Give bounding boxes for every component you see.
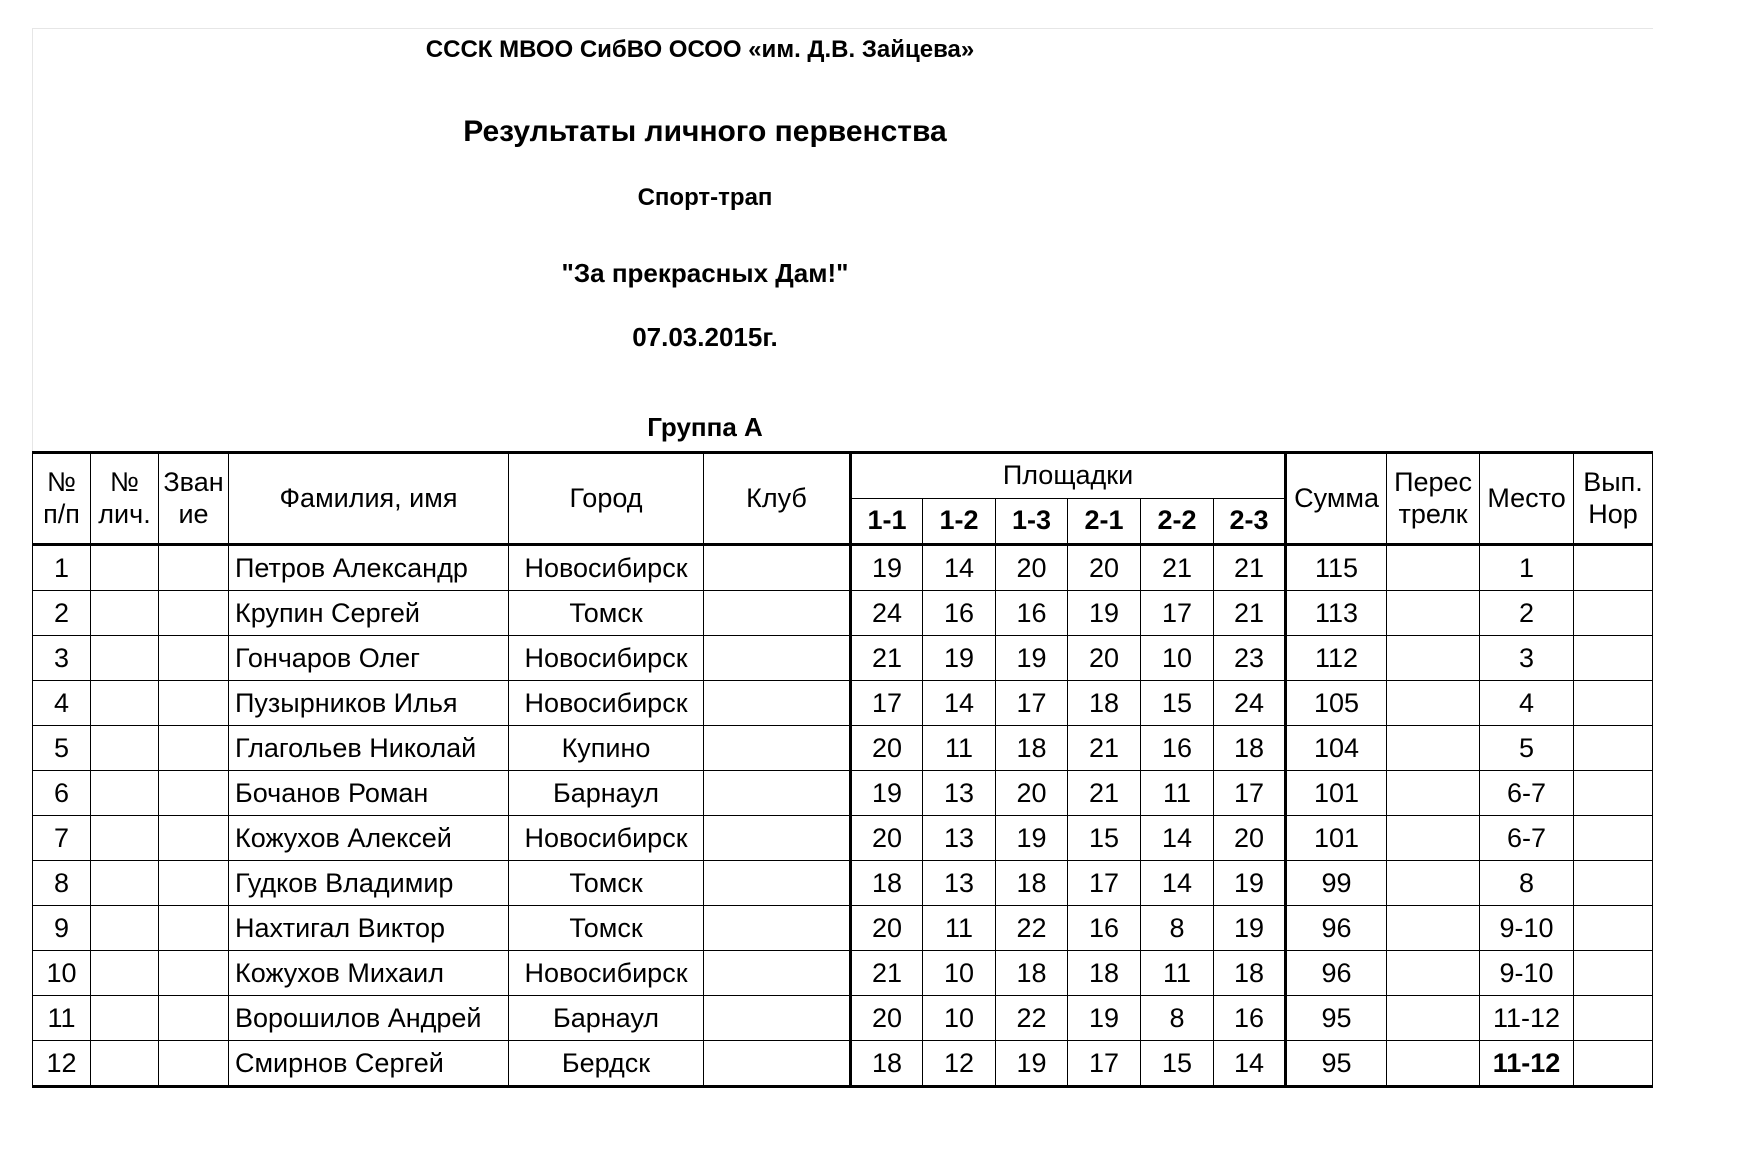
cell-range-score: 20 [996, 545, 1068, 591]
cell-range-score: 21 [851, 636, 923, 681]
cell-total: 104 [1286, 726, 1387, 771]
cell-number: 10 [33, 951, 91, 996]
cell-range-score: 16 [1141, 726, 1214, 771]
table-row [33, 771, 1653, 816]
cell-club [704, 951, 851, 996]
cell-name: Бочанов Роман [229, 771, 509, 816]
table-row [33, 726, 1653, 771]
cell-city: Новосибирск [509, 681, 704, 726]
cell-range-score: 15 [1141, 1041, 1214, 1087]
event-date: 07.03.2015г. [632, 322, 778, 352]
cell-range-score: 18 [996, 861, 1068, 906]
cell-place: 9-10 [1480, 906, 1574, 951]
cell-range-score: 20 [851, 816, 923, 861]
cell-range-score: 19 [996, 636, 1068, 681]
cell-number: 12 [33, 1041, 91, 1087]
cell-place: 4 [1480, 681, 1574, 726]
cell-name: Глагольев Николай [229, 726, 509, 771]
cell-range-score: 20 [1214, 816, 1286, 861]
cell-range-score: 16 [996, 591, 1068, 636]
cell-range-score: 20 [851, 996, 923, 1041]
cell-rank [159, 861, 229, 906]
table-row [33, 1041, 1653, 1087]
header-range-2-1: 2-1 [1068, 499, 1141, 545]
cell-range-score: 24 [1214, 681, 1286, 726]
cell-number: 9 [33, 906, 91, 951]
cell-range-score: 13 [923, 861, 996, 906]
cell-rank [159, 816, 229, 861]
cell-range-score: 18 [996, 726, 1068, 771]
cell-range-score: 17 [1068, 1041, 1141, 1087]
cell-city: Новосибирск [509, 951, 704, 996]
table-row [33, 545, 1653, 591]
cell-name: Кожухов Михаил [229, 951, 509, 996]
cell-range-score: 14 [1214, 1041, 1286, 1087]
cell-norm [1574, 906, 1653, 951]
cell-total: 95 [1286, 1041, 1387, 1087]
cell-range-score: 14 [923, 681, 996, 726]
cell-name: Ворошилов Андрей [229, 996, 509, 1041]
cell-range-score: 19 [1068, 591, 1141, 636]
cell-number: 2 [33, 591, 91, 636]
cell-rank [159, 591, 229, 636]
table-row [33, 951, 1653, 996]
cell-range-score: 16 [1214, 996, 1286, 1041]
cell-shootoff [1387, 726, 1480, 771]
cell-personal-number [91, 906, 159, 951]
cell-range-score: 18 [1068, 951, 1141, 996]
cell-rank [159, 545, 229, 591]
cell-range-score: 17 [1214, 771, 1286, 816]
header-norm: Вып. Нор [1574, 453, 1653, 545]
cell-shootoff [1387, 681, 1480, 726]
cell-rank [159, 681, 229, 726]
cell-rank [159, 996, 229, 1041]
table-row [33, 591, 1653, 636]
cell-range-score: 11 [923, 726, 996, 771]
cell-total: 115 [1286, 545, 1387, 591]
cell-range-score: 17 [1141, 591, 1214, 636]
cell-total: 105 [1286, 681, 1387, 726]
cell-norm [1574, 636, 1653, 681]
cell-city: Купино [509, 726, 704, 771]
table-row [33, 996, 1653, 1041]
cell-city: Томск [509, 906, 704, 951]
cell-range-score: 19 [996, 816, 1068, 861]
cell-personal-number [91, 726, 159, 771]
cell-name: Гудков Владимир [229, 861, 509, 906]
header-total: Сумма [1286, 453, 1387, 545]
cell-name: Пузырников Илья [229, 681, 509, 726]
cell-place: 6-7 [1480, 771, 1574, 816]
table-row [33, 681, 1653, 726]
cell-total: 101 [1286, 816, 1387, 861]
cell-rank [159, 906, 229, 951]
cell-number: 5 [33, 726, 91, 771]
cell-personal-number [91, 951, 159, 996]
cell-norm [1574, 726, 1653, 771]
cell-number: 1 [33, 545, 91, 591]
cell-city: Томск [509, 861, 704, 906]
cell-place: 3 [1480, 636, 1574, 681]
cell-range-score: 24 [851, 591, 923, 636]
cell-shootoff [1387, 636, 1480, 681]
document-title: Результаты личного первенства [463, 115, 947, 148]
organization-title: СССК МВОО СибВО ОСОО «им. Д.В. Зайцева» [425, 36, 975, 63]
cell-range-score: 21 [851, 951, 923, 996]
cell-personal-number [91, 1041, 159, 1087]
cell-shootoff [1387, 591, 1480, 636]
cell-city: Томск [509, 591, 704, 636]
cell-number: 8 [33, 861, 91, 906]
cell-place: 2 [1480, 591, 1574, 636]
header-city: Город [509, 453, 704, 545]
cell-rank [159, 771, 229, 816]
discipline-label: Спорт-трап [637, 184, 773, 211]
cell-place: 11-12 [1480, 1041, 1574, 1087]
cell-range-score: 8 [1141, 906, 1214, 951]
cell-personal-number [91, 636, 159, 681]
cell-range-score: 11 [1141, 771, 1214, 816]
cell-total: 113 [1286, 591, 1387, 636]
cell-name: Петров Александр [229, 545, 509, 591]
cell-club [704, 545, 851, 591]
header-place: Место [1480, 453, 1574, 545]
cell-range-score: 17 [851, 681, 923, 726]
group-label: Группа А [647, 412, 763, 442]
cell-club [704, 681, 851, 726]
cell-norm [1574, 545, 1653, 591]
cell-range-score: 23 [1214, 636, 1286, 681]
cell-personal-number [91, 681, 159, 726]
cell-norm [1574, 861, 1653, 906]
cell-number: 6 [33, 771, 91, 816]
cell-number: 3 [33, 636, 91, 681]
cell-range-score: 16 [923, 591, 996, 636]
header-rank: Зван ие [159, 453, 229, 545]
cell-range-score: 21 [1214, 545, 1286, 591]
cell-range-score: 18 [851, 1041, 923, 1087]
cell-norm [1574, 996, 1653, 1041]
cell-place: 9-10 [1480, 951, 1574, 996]
cell-range-score: 15 [1068, 816, 1141, 861]
cell-range-score: 19 [851, 771, 923, 816]
cell-range-score: 15 [1141, 681, 1214, 726]
cell-range-score: 10 [923, 951, 996, 996]
cell-range-score: 19 [1214, 861, 1286, 906]
cell-number: 7 [33, 816, 91, 861]
cell-rank [159, 726, 229, 771]
cell-rank [159, 951, 229, 996]
header-range-1-1: 1-1 [851, 499, 923, 545]
cell-range-score: 20 [851, 726, 923, 771]
cell-norm [1574, 951, 1653, 996]
header-shootoff: Перес трелк [1387, 453, 1480, 545]
cell-range-score: 19 [851, 545, 923, 591]
header-range-2-2: 2-2 [1141, 499, 1214, 545]
cell-range-score: 8 [1141, 996, 1214, 1041]
cell-total: 95 [1286, 996, 1387, 1041]
cell-club [704, 816, 851, 861]
cell-range-score: 21 [1214, 591, 1286, 636]
cell-shootoff [1387, 861, 1480, 906]
header-club: Клуб [704, 453, 851, 545]
cell-range-score: 22 [996, 996, 1068, 1041]
table-row [33, 906, 1653, 951]
cell-shootoff [1387, 906, 1480, 951]
cell-club [704, 861, 851, 906]
cell-range-score: 12 [923, 1041, 996, 1087]
header-personal-number: № лич. [91, 453, 159, 545]
header-range-1-2: 1-2 [923, 499, 996, 545]
cell-range-score: 18 [851, 861, 923, 906]
table-body [33, 545, 1653, 1087]
cell-number: 11 [33, 996, 91, 1041]
cell-range-score: 11 [923, 906, 996, 951]
cell-norm [1574, 1041, 1653, 1087]
cell-shootoff [1387, 545, 1480, 591]
cell-shootoff [1387, 996, 1480, 1041]
results-table [32, 451, 1653, 1088]
cell-norm [1574, 591, 1653, 636]
cell-personal-number [91, 771, 159, 816]
cell-range-score: 21 [1068, 726, 1141, 771]
cell-range-score: 11 [1141, 951, 1214, 996]
cell-shootoff [1387, 771, 1480, 816]
cell-range-score: 19 [923, 636, 996, 681]
cell-club [704, 906, 851, 951]
cell-name: Нахтигал Виктор [229, 906, 509, 951]
cell-total: 99 [1286, 861, 1387, 906]
cell-range-score: 20 [1068, 545, 1141, 591]
cell-city: Бердск [509, 1041, 704, 1087]
table-row [33, 861, 1653, 906]
cell-range-score: 10 [1141, 636, 1214, 681]
cell-name: Кожухов Алексей [229, 816, 509, 861]
cell-club [704, 1041, 851, 1087]
cell-number: 4 [33, 681, 91, 726]
cell-range-score: 13 [923, 816, 996, 861]
cell-rank [159, 1041, 229, 1087]
cell-city: Новосибирск [509, 816, 704, 861]
cell-range-score: 21 [1068, 771, 1141, 816]
cell-club [704, 591, 851, 636]
cell-range-score: 14 [923, 545, 996, 591]
cell-place: 8 [1480, 861, 1574, 906]
cell-range-score: 10 [923, 996, 996, 1041]
cell-range-score: 13 [923, 771, 996, 816]
cell-norm [1574, 681, 1653, 726]
cell-city: Барнаул [509, 771, 704, 816]
cell-city: Барнаул [509, 996, 704, 1041]
header-ranges: Площадки [851, 453, 1286, 499]
cell-range-score: 20 [996, 771, 1068, 816]
cell-norm [1574, 771, 1653, 816]
cell-personal-number [91, 816, 159, 861]
cell-norm [1574, 816, 1653, 861]
cell-range-score: 19 [996, 1041, 1068, 1087]
cell-total: 112 [1286, 636, 1387, 681]
cell-range-score: 16 [1068, 906, 1141, 951]
cell-range-score: 18 [1214, 726, 1286, 771]
header-number: № п/п [33, 453, 91, 545]
cell-total: 101 [1286, 771, 1387, 816]
cell-range-score: 17 [1068, 861, 1141, 906]
cell-place: 5 [1480, 726, 1574, 771]
cell-range-score: 20 [851, 906, 923, 951]
header-name: Фамилия, имя [229, 453, 509, 545]
cell-range-score: 19 [1214, 906, 1286, 951]
cell-club [704, 636, 851, 681]
cell-rank [159, 636, 229, 681]
cell-personal-number [91, 545, 159, 591]
cell-club [704, 726, 851, 771]
cell-range-score: 14 [1141, 861, 1214, 906]
header-range-2-3: 2-3 [1214, 499, 1286, 545]
cell-range-score: 18 [1214, 951, 1286, 996]
cell-club [704, 771, 851, 816]
cell-range-score: 18 [1068, 681, 1141, 726]
cell-city: Новосибирск [509, 545, 704, 591]
cell-personal-number [91, 996, 159, 1041]
cell-range-score: 14 [1141, 816, 1214, 861]
cell-place: 11-12 [1480, 996, 1574, 1041]
cell-personal-number [91, 591, 159, 636]
cell-name: Смирнов Сергей [229, 1041, 509, 1087]
cell-range-score: 22 [996, 906, 1068, 951]
cell-personal-number [91, 861, 159, 906]
cell-range-score: 18 [996, 951, 1068, 996]
table-header [33, 453, 1653, 545]
cell-place: 1 [1480, 545, 1574, 591]
cell-shootoff [1387, 816, 1480, 861]
cell-range-score: 20 [1068, 636, 1141, 681]
cell-name: Гончаров Олег [229, 636, 509, 681]
cell-city: Новосибирск [509, 636, 704, 681]
table-row [33, 636, 1653, 681]
header-range-1-3: 1-3 [996, 499, 1068, 545]
cell-range-score: 21 [1141, 545, 1214, 591]
cell-total: 96 [1286, 951, 1387, 996]
cell-place: 6-7 [1480, 816, 1574, 861]
cell-name: Крупин Сергей [229, 591, 509, 636]
cell-total: 96 [1286, 906, 1387, 951]
cell-club [704, 996, 851, 1041]
table-row [33, 816, 1653, 861]
cell-range-score: 19 [1068, 996, 1141, 1041]
cell-shootoff [1387, 951, 1480, 996]
cell-range-score: 17 [996, 681, 1068, 726]
event-name: "За прекрасных Дам!" [561, 258, 849, 288]
cell-shootoff [1387, 1041, 1480, 1087]
